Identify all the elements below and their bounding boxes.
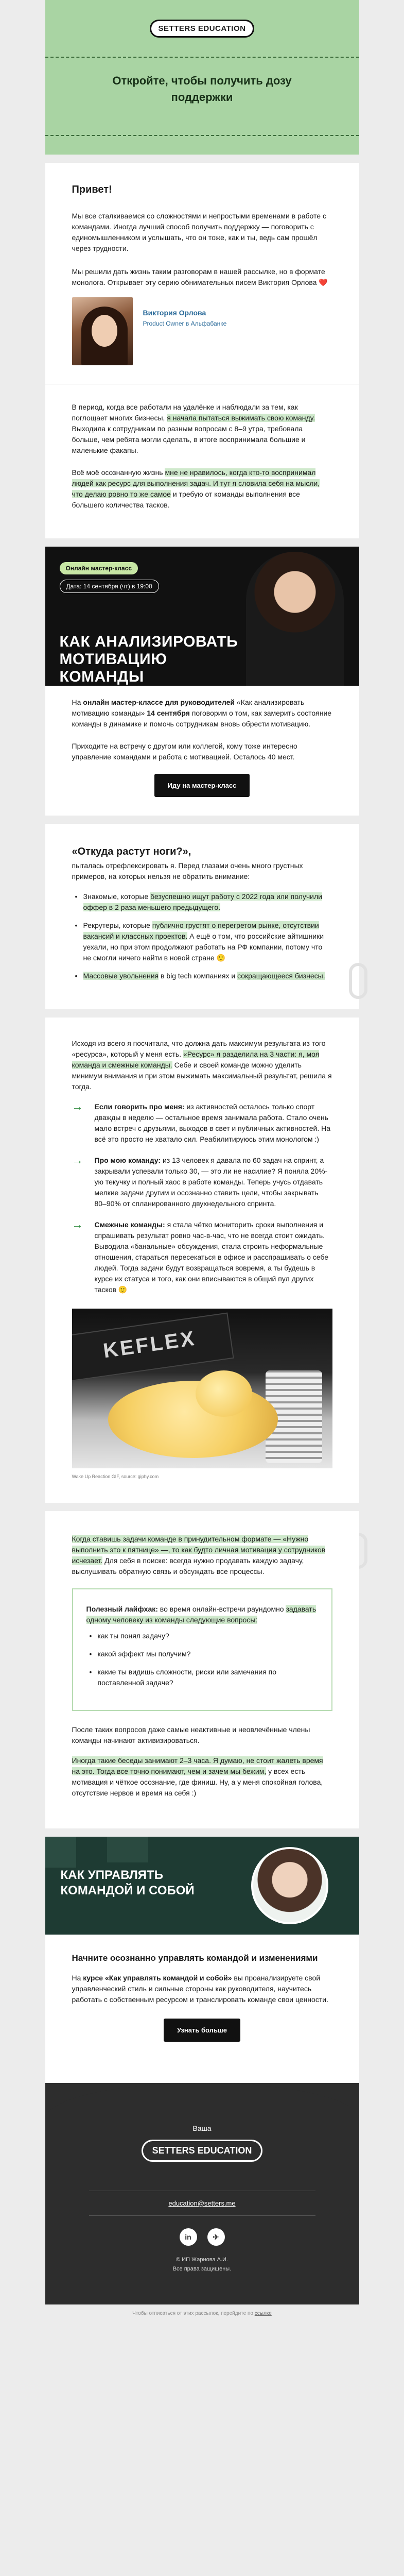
intro-paragraph: Мы решили дать жизнь таким разговорам в нашей рассылке, но в формате монолога. Открывает эту серию обнимательных писем Виктория Орлова ❤️ xyxy=(72,267,328,286)
list-item: • Массовые увольнения в big tech компаниях и сокращающееся бизнесы. xyxy=(72,971,332,981)
highlight: мне не нравилось, когда кто-то воспринимал людей как ресурс для выполнения задач. И тут я словила себя на мысли, что делаю ровно то же самое xyxy=(72,468,320,498)
course-card xyxy=(45,1837,359,2119)
resource-item: → Про мою команду: из 13 человек я давала по 60 задач на спринт, а закрывали успевали только 30, — это ли не насилие? Я поняла 20%-ую текучку и полный хаос в работе команды. Теперь учусь отдавать мелкие задачи другим и осознанно ставить цели, чтобы закрывать 80–90% от спланированного двухнедельного спринта. xyxy=(72,1155,332,1209)
footer xyxy=(45,2083,359,2304)
growth-card xyxy=(45,824,359,1009)
unsubscribe-note: Чтобы отписаться от этих рассылок, перейдите по ссылке xyxy=(132,2311,272,2316)
story-paragraph: Всё моё осознанную жизнь мне не нравилось, когда кто-то воспринимал людей как ресурс для выполнения задач. И тут я словила себя на мысли, что делаю ровно то же самое и требую от команды выполнения все большего количества тасков. xyxy=(72,468,320,509)
resource-item: → Смежные команды: я стала чётко мониторить сроки выполнения и спрашивать результат ровно час-в-час, что не всегда стоит ожидать. Выводила «банальные» обсуждения, стала строить неформальные отношения, стараться пересекаться в офисе и расспрашивать о себе людей. Тогда задачи будут возвращаться вовремя, а ты будешь в курсе их статуса и того, как они вписываются в общий пул других тасков 🙂 xyxy=(72,1219,332,1295)
telegram-icon[interactable]: ✈ xyxy=(207,2228,225,2246)
course-banner[interactable] xyxy=(45,1837,359,1935)
author-block xyxy=(72,297,332,365)
masterclass-text: Приходите на встречу с другом или коллегой, кому тоже интересно управление командами и работа с мотивацией. Осталось 40 мест. xyxy=(72,742,297,761)
unsubscribe-link[interactable]: ссылке xyxy=(254,2311,272,2316)
questions-list xyxy=(86,1631,318,1688)
resource-item: → Если говорить про меня: из активностей осталось только спорт дважды в неделю — остальное время занимала работа. Стало очень мало встреч с друзьями, выходов в свет и публичных активностей. На всё это просто не хватало сил. Реабилитируюсь этим монологом :) xyxy=(72,1101,332,1145)
header-hero xyxy=(45,0,359,155)
arrow-right-icon: → xyxy=(72,1154,83,1166)
instructor-photo xyxy=(251,1847,328,1924)
course-banner-title: КАК УПРАВЛЯТЬ КОМАНДОЙ И СОБОЙ xyxy=(60,1868,195,1897)
author-role: Product Owner в Альфабанке xyxy=(143,320,227,327)
reflection-card xyxy=(45,1511,359,1828)
masterclass-button[interactable]: Иду на мастер-класс xyxy=(154,774,250,797)
binder-ring xyxy=(349,963,367,999)
intro-card xyxy=(45,163,359,538)
rights: Все права защищены. xyxy=(172,2266,232,2272)
story-paragraph: В период, когда все работали на удалёнке и наблюдали за тем, как поглощает многих бизнесы, я начала пытаться выжимать свою команду. Выходила к сотрудникам по разным вопросам с 8–9 утра, требовала больше, чем ребята могли сделать, в итоге воспринимала большие и маленькие факапы. xyxy=(72,403,315,454)
author-name[interactable]: Виктория Орлова xyxy=(143,309,206,317)
section-title: «Откуда растут ноги?», xyxy=(72,846,191,857)
reflection-paragraph: Когда ставишь задачи команде в принудительном формате — «Нужно выполнить это к пятнице» —, то как будто личная мотивация у сотрудников исчезает. Для себя в поиске: всегда нужно продавать каждую задачу, выслушивать обратную связь и обсуждать все процессы. xyxy=(72,1535,326,1575)
tip-box: Полезный лайфхак: во время онлайн-встречи раундомно задавать одному человеку из команды следующие вопросы: • как ты понял задачу? • какой эффект мы получим? • какие ты видишь сложности, риски или замечания по поставленной задаче? xyxy=(72,1588,332,1711)
brand-logo[interactable]: SETTERS EDUCATION xyxy=(150,20,255,38)
arrow-right-icon: → xyxy=(72,1100,83,1113)
arrow-right-icon: → xyxy=(72,1218,83,1231)
learn-more-button[interactable]: Узнать больше xyxy=(164,2019,240,2042)
analysis-card xyxy=(45,1018,359,1503)
linkedin-icon[interactable]: in xyxy=(180,2228,197,2246)
copyright: © ИП Жарнова А.И. xyxy=(176,2257,228,2263)
masterclass-text: На онлайн мастер-классе для руководителей «Как анализировать мотивацию команды» 14 сентября поговорим о том, как замерить состояние команды в динамике и помочь сотрудникам вновь обрести мотивацию. xyxy=(72,698,332,728)
speaker-photo xyxy=(246,552,344,686)
footer-logo[interactable]: SETTERS EDUCATION xyxy=(142,2140,263,2162)
reflection-paragraph: Иногда такие беседы занимают 2–3 часа. Я думаю, не стоит жалеть время на это. Тогда все точно понимают, чем и зачем мы бежим, у всех есть мотивация и чёткое осознание, где финиш. Ну, а у меня спокойная голова, отсутствие нервов и время на себя :) xyxy=(72,1756,323,1797)
list-item: • какой эффект мы получим? xyxy=(86,1649,318,1659)
footer-caption: Ваша xyxy=(192,2124,212,2132)
list-item: • как ты понял задачу? xyxy=(86,1631,318,1641)
masterclass-card xyxy=(45,547,359,816)
intro-paragraph: Мы все сталкиваемся со сложностями и непростыми временами в работе с командами. Иногда лучший способ получить поддержку — поговорить с единомышленником и услышать, что он тоже, как и ты, ведь сам прошёл через трудности. xyxy=(72,212,326,252)
banner-title: КАК АНАЛИЗИРОВАТЬ МОТИВАЦИЮ КОМАНДЫ xyxy=(59,633,238,685)
course-title: Начните осознанно управлять командой и изменениями xyxy=(72,1953,318,1963)
date-badge: Дата: 14 сентября (чт) в 19:00 xyxy=(60,580,159,593)
growth-intro: пыталась отрефлексировать я. Перед глазами очень много грустных примеров, на которых нельзя не обратить внимание: xyxy=(72,861,303,880)
examples-list xyxy=(72,891,332,981)
format-badge: Онлайн мастер-класс xyxy=(60,562,138,574)
image-caption: Wake Up Reaction GIF, source: giphy.com xyxy=(72,1474,159,1479)
greeting: Привет! xyxy=(72,184,112,195)
author-photo xyxy=(72,297,133,365)
contact-email[interactable]: education@setters.me xyxy=(168,2199,236,2207)
highlight: я начала пытаться выжимать свою команду. xyxy=(167,414,315,422)
masterclass-banner[interactable] xyxy=(45,547,359,686)
analysis-paragraph: Исходя из всего я посчитала, что должна дать максимум результата из того «ресурса», который у меня есть. «Ресурс» я разделила на 3 части: я, моя команда и смежные команды. Себе и своей команде можно уделить минимум внимания и при этом выжимать максимальный результат, решила я тогда. xyxy=(72,1039,332,1091)
dashed-divider xyxy=(45,57,359,58)
list-item: • какие ты видишь сложности, риски или замечания по поставленной задаче? xyxy=(86,1667,318,1688)
course-text: На курсе «Как управлять командой и собой» вы проанализируете свой управленческий стиль и сильные стороны как руководителя, научитесь работать с собственным ресурсом и транслировать команде свои ценности. xyxy=(72,1974,328,2004)
duckling-gif: KEFLEX xyxy=(72,1309,332,1468)
divider xyxy=(89,2215,315,2216)
list-item: • Рекрутеры, которые публично грустят о перегретом рынке, отсутствии вакансий и классных проектов. А ещё о том, что российские айтишники уехали, но при этом продолжают работать на РФ компании, потому что не смогли ничего найти в новой стране 🙂 xyxy=(72,920,332,963)
header-title: Откройте, чтобы получить дозу поддержки xyxy=(112,74,292,104)
reflection-paragraph: После таких вопросов даже самые неактивные и неовлечённые члены команды начинают активизироваться. xyxy=(72,1725,310,1744)
list-item: • Знакомые, которые безуспешно ищут работу с 2022 года или получили оффер в 2 раза меньшего предыдущего. xyxy=(72,891,332,913)
dashed-divider xyxy=(45,135,359,136)
